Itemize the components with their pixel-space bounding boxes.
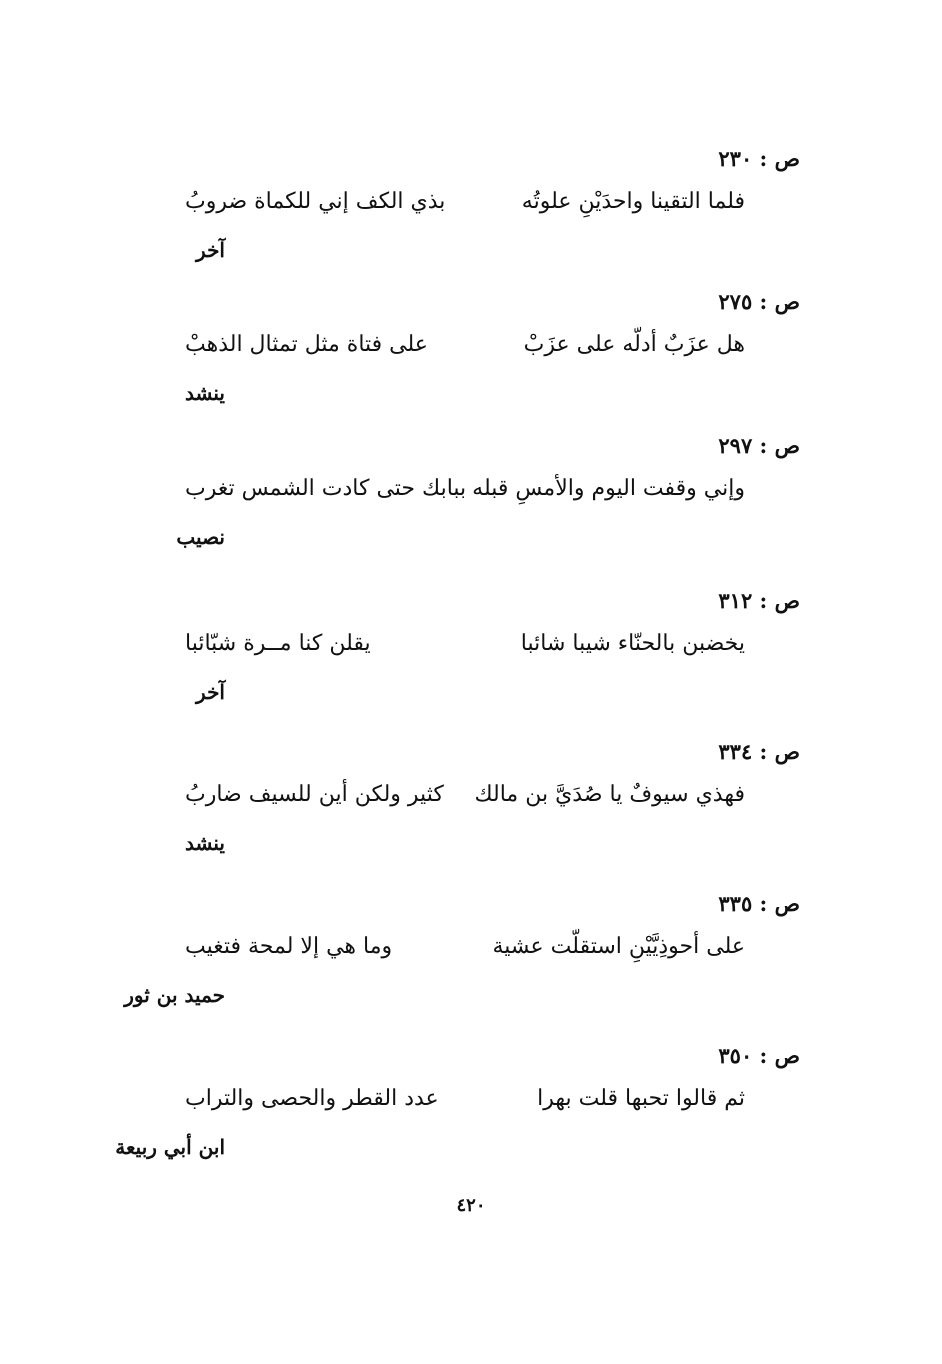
page-reference: ص : ٢٧٥ <box>718 289 800 314</box>
page-number: ٤٢٠ <box>456 1195 486 1216</box>
verse-line <box>185 778 745 812</box>
poet-attribution: آخر <box>196 680 225 704</box>
second-hemistich: عدد القطر والحصى والتراب <box>185 1086 439 1111</box>
verse-entry <box>170 587 800 727</box>
page-reference: ص : ٢٣٠ <box>718 146 800 171</box>
poet-attribution: آخر <box>196 238 225 262</box>
first-hemistich: ثم قالوا تحبها قلت بهرا <box>537 1086 745 1111</box>
poet-attribution: حميد بن ثور <box>124 983 225 1007</box>
verse-line <box>185 185 745 219</box>
verse-line <box>185 627 745 661</box>
second-hemistich: ببابك حتى كادت الشمس تغرب <box>185 476 467 501</box>
poet-attribution: نصيب <box>176 525 225 549</box>
second-hemistich: بذي الكف إني للكماة ضروبُ <box>185 189 446 214</box>
verse-entry <box>170 288 800 428</box>
second-hemistich: كثير ولكن أين للسيف ضاربُ <box>185 782 444 807</box>
poet-attribution: ينشد <box>185 831 225 855</box>
first-hemistich: وإني وقفت اليوم والأمسِ قبله <box>472 476 745 501</box>
page-reference: ص : ٣٣٥ <box>718 891 800 916</box>
second-hemistich: على فتاة مثل تمثال الذهبْ <box>185 332 428 357</box>
verse-line <box>185 328 745 362</box>
page-reference: ص : ٣٥٠ <box>718 1043 800 1068</box>
verse-entry <box>170 432 800 572</box>
second-hemistich: وما هي إلا لمحة فتغيب <box>185 934 393 959</box>
first-hemistich: فلما التقينا واحدَيْنِ علوتُه <box>521 189 745 214</box>
first-hemistich: فهذي سيوفٌ يا صُدَيَّ بن مالك <box>474 782 745 807</box>
poet-attribution: ينشد <box>185 381 225 405</box>
verse-entry <box>115 1042 800 1182</box>
first-hemistich: على أحوذِيَّيْنِ استقلّت عشية <box>492 934 745 959</box>
verse-line <box>185 472 745 506</box>
verse-entry <box>124 890 800 1030</box>
verse-line <box>185 1082 745 1116</box>
poet-attribution: ابن أبي ربيعة <box>115 1135 225 1159</box>
second-hemistich: يقلن كنا مــرة شبّائبا <box>185 631 371 656</box>
page-reference: ص : ٢٩٧ <box>718 433 800 458</box>
page-reference: ص : ٣١٢ <box>718 588 800 613</box>
verse-line <box>185 930 745 964</box>
page-reference: ص : ٣٣٤ <box>718 739 800 764</box>
first-hemistich: يخضبن بالحنّاء شيبا شائبا <box>520 631 745 656</box>
verse-entry <box>170 738 800 878</box>
first-hemistich: هل عزَبٌ أدلّه على عزَبْ <box>523 332 745 357</box>
verse-entry <box>170 145 800 285</box>
